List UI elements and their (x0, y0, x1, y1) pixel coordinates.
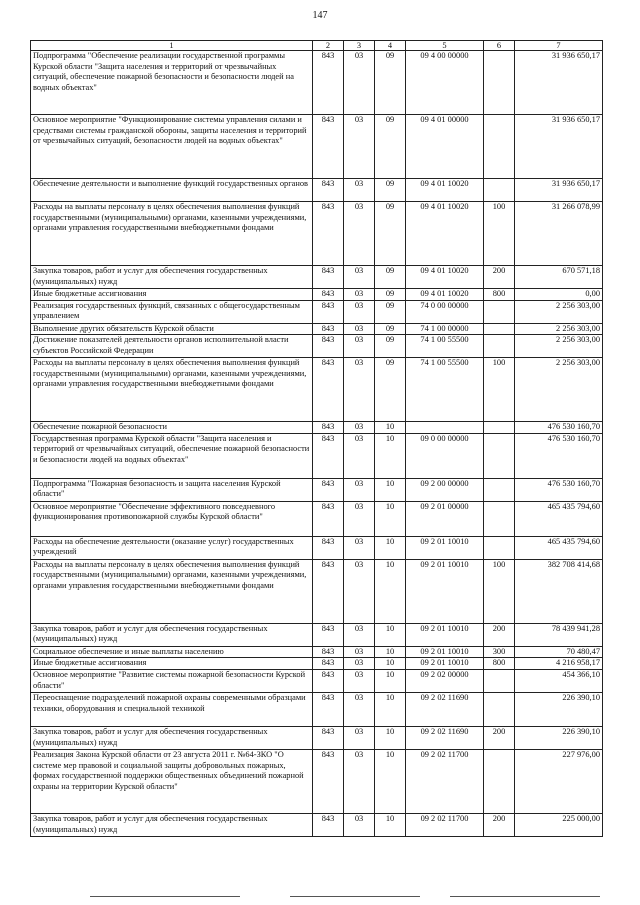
row-amount: 31 936 650,17 (515, 51, 603, 115)
row-target-article: 74 1 00 55500 (406, 335, 484, 358)
row-name: Расходы на выплаты персоналу в целях обеспечения выполнения функций государственными (муниципальными) органами, казенными учреждениями, органами управления государственными внебюджетными фондами (31, 358, 313, 422)
row-section-code: 03 (344, 289, 375, 301)
row-expense-type (484, 179, 515, 202)
row-amount: 2 256 303,00 (515, 358, 603, 422)
row-amount: 476 530 160,70 (515, 422, 603, 434)
row-amount: 476 530 160,70 (515, 433, 603, 478)
row-name: Закупка товаров, работ и услуг для обеспечения государственных (муниципальных) нужд (31, 813, 313, 836)
budget-table (30, 40, 603, 837)
row-target-article: 09 2 01 10010 (406, 623, 484, 646)
row-expense-type: 200 (484, 623, 515, 646)
row-subsection-code: 10 (375, 669, 406, 692)
row-section-code: 03 (344, 422, 375, 434)
row-subsection-code: 09 (375, 358, 406, 422)
table-row (31, 289, 603, 301)
row-target-article (406, 422, 484, 434)
row-target-article: 74 1 00 00000 (406, 323, 484, 335)
row-subsection-code: 10 (375, 559, 406, 623)
row-grbs-code: 843 (313, 501, 344, 536)
row-amount: 2 256 303,00 (515, 323, 603, 335)
row-target-article: 09 2 02 11700 (406, 813, 484, 836)
row-amount: 78 439 941,28 (515, 623, 603, 646)
row-subsection-code: 09 (375, 335, 406, 358)
row-section-code: 03 (344, 726, 375, 749)
row-section-code: 03 (344, 669, 375, 692)
row-expense-type: 200 (484, 813, 515, 836)
row-section-code: 03 (344, 559, 375, 623)
row-expense-type: 100 (484, 202, 515, 266)
row-target-article: 09 4 01 10020 (406, 266, 484, 289)
row-subsection-code: 09 (375, 300, 406, 323)
row-expense-type (484, 115, 515, 179)
row-expense-type: 100 (484, 358, 515, 422)
row-name: Закупка товаров, работ и услуг для обеспечения государственных (муниципальных) нужд (31, 623, 313, 646)
table-row (31, 358, 603, 422)
row-name: Закупка товаров, работ и услуг для обеспечения государственных (муниципальных) нужд (31, 266, 313, 289)
row-amount: 465 435 794,60 (515, 536, 603, 559)
row-target-article: 09 2 02 00000 (406, 669, 484, 692)
row-grbs-code: 843 (313, 202, 344, 266)
row-target-article: 09 0 00 00000 (406, 433, 484, 478)
row-subsection-code: 10 (375, 536, 406, 559)
row-grbs-code: 843 (313, 692, 344, 726)
row-amount: 70 480,47 (515, 646, 603, 658)
row-amount: 4 216 958,17 (515, 658, 603, 670)
column-header: 1 (31, 41, 313, 51)
row-expense-type: 100 (484, 559, 515, 623)
row-grbs-code: 843 (313, 335, 344, 358)
row-section-code: 03 (344, 115, 375, 179)
table-row (31, 300, 603, 323)
row-name: Социальное обеспечение и иные выплаты населению (31, 646, 313, 658)
row-name: Расходы на выплаты персоналу в целях обеспечения выполнения функций государственными (муниципальными) органами, казенными учреждениями, органами управления государственными внебюджетными фондами (31, 202, 313, 266)
row-grbs-code: 843 (313, 422, 344, 434)
table-row (31, 202, 603, 266)
row-subsection-code: 09 (375, 179, 406, 202)
column-header: 4 (375, 41, 406, 51)
row-subsection-code: 10 (375, 692, 406, 726)
row-amount: 382 708 414,68 (515, 559, 603, 623)
row-amount: 227 976,00 (515, 749, 603, 813)
row-target-article: 09 2 01 10010 (406, 646, 484, 658)
header-row (31, 41, 603, 51)
row-expense-type: 800 (484, 658, 515, 670)
row-expense-type (484, 669, 515, 692)
table-row (31, 726, 603, 749)
row-expense-type (484, 692, 515, 726)
row-grbs-code: 843 (313, 813, 344, 836)
row-target-article: 09 4 01 10020 (406, 289, 484, 301)
row-expense-type (484, 478, 515, 501)
row-expense-type: 200 (484, 726, 515, 749)
row-amount: 226 390,10 (515, 726, 603, 749)
row-grbs-code: 843 (313, 669, 344, 692)
row-amount: 476 530 160,70 (515, 478, 603, 501)
row-amount: 0,00 (515, 289, 603, 301)
row-target-article: 09 2 00 00000 (406, 478, 484, 501)
table-row (31, 501, 603, 536)
row-grbs-code: 843 (313, 323, 344, 335)
row-subsection-code: 10 (375, 478, 406, 501)
row-subsection-code: 10 (375, 501, 406, 536)
row-target-article: 09 4 01 10020 (406, 202, 484, 266)
row-grbs-code: 843 (313, 266, 344, 289)
row-name: Основное мероприятие "Развитие системы пожарной безопасности Курской области" (31, 669, 313, 692)
table-row (31, 266, 603, 289)
row-grbs-code: 843 (313, 115, 344, 179)
row-expense-type: 800 (484, 289, 515, 301)
row-subsection-code: 10 (375, 646, 406, 658)
table-row (31, 559, 603, 623)
table-row (31, 179, 603, 202)
row-name: Расходы на обеспечение деятельности (оказание услуг) государственных учреждений (31, 536, 313, 559)
page-number: 147 (312, 10, 328, 21)
row-target-article: 09 4 00 00000 (406, 51, 484, 115)
row-expense-type (484, 536, 515, 559)
row-subsection-code: 09 (375, 323, 406, 335)
row-section-code: 03 (344, 478, 375, 501)
table-row (31, 749, 603, 813)
row-amount: 454 366,10 (515, 669, 603, 692)
row-section-code: 03 (344, 692, 375, 726)
row-name: Обеспечение деятельности и выполнение функций государственных органов (31, 179, 313, 202)
row-expense-type (484, 422, 515, 434)
row-name: Закупка товаров, работ и услуг для обеспечения государственных (муниципальных) нужд (31, 726, 313, 749)
row-name: Подпрограмма "Пожарная безопасность и защита населения Курской области" (31, 478, 313, 501)
row-section-code: 03 (344, 658, 375, 670)
row-section-code: 03 (344, 623, 375, 646)
row-subsection-code: 09 (375, 289, 406, 301)
row-subsection-code: 10 (375, 813, 406, 836)
row-section-code: 03 (344, 300, 375, 323)
row-subsection-code: 09 (375, 51, 406, 115)
table-row (31, 646, 603, 658)
row-name: Выполнение других обязательств Курской области (31, 323, 313, 335)
row-amount: 225 000,00 (515, 813, 603, 836)
row-amount: 31 936 650,17 (515, 179, 603, 202)
table-row (31, 115, 603, 179)
row-amount: 465 435 794,60 (515, 501, 603, 536)
table-row (31, 335, 603, 358)
row-section-code: 03 (344, 646, 375, 658)
row-section-code: 03 (344, 335, 375, 358)
row-section-code: 03 (344, 323, 375, 335)
row-name: Основное мероприятие "Обеспечение эффективного повседневного функционирования противопожарной службы Курской области" (31, 501, 313, 536)
row-target-article: 09 2 02 11690 (406, 726, 484, 749)
row-target-article: 09 2 02 11690 (406, 692, 484, 726)
row-section-code: 03 (344, 179, 375, 202)
row-subsection-code: 10 (375, 433, 406, 478)
row-grbs-code: 843 (313, 536, 344, 559)
row-grbs-code: 843 (313, 623, 344, 646)
row-section-code: 03 (344, 358, 375, 422)
row-grbs-code: 843 (313, 51, 344, 115)
column-header: 2 (313, 41, 344, 51)
row-section-code: 03 (344, 51, 375, 115)
table-row (31, 323, 603, 335)
row-grbs-code: 843 (313, 433, 344, 478)
row-name: Иные бюджетные ассигнования (31, 658, 313, 670)
table-row (31, 536, 603, 559)
row-section-code: 03 (344, 501, 375, 536)
row-amount: 31 936 650,17 (515, 115, 603, 179)
table-row (31, 692, 603, 726)
column-header: 6 (484, 41, 515, 51)
row-target-article: 09 4 01 00000 (406, 115, 484, 179)
row-name: Государственная программа Курской области "Защита населения и территорий от чрезвычайных ситуаций, обеспечение пожарной безопасности и безопасности людей на водных объектах" (31, 433, 313, 478)
row-grbs-code: 843 (313, 749, 344, 813)
row-grbs-code: 843 (313, 179, 344, 202)
row-section-code: 03 (344, 266, 375, 289)
row-name: Подпрограмма "Обеспечение реализации государственной программы Курской области "Защита населения и территорий от чрезвычайных ситуаций, обеспечение пожарной безопасности и безопасности людей на водных объектах" (31, 51, 313, 115)
footer-rule (90, 896, 610, 898)
row-expense-type (484, 323, 515, 335)
row-expense-type (484, 749, 515, 813)
table-row (31, 422, 603, 434)
row-section-code: 03 (344, 749, 375, 813)
row-subsection-code: 10 (375, 422, 406, 434)
table-row (31, 51, 603, 115)
row-section-code: 03 (344, 433, 375, 478)
row-target-article: 09 2 01 10010 (406, 658, 484, 670)
row-expense-type: 300 (484, 646, 515, 658)
row-amount: 670 571,18 (515, 266, 603, 289)
row-subsection-code: 09 (375, 202, 406, 266)
row-name: Расходы на выплаты персоналу в целях обеспечения выполнения функций государственными (муниципальными) органами, казенными учреждениями, органами управления государственными внебюджетными фондами (31, 559, 313, 623)
row-target-article: 74 0 00 00000 (406, 300, 484, 323)
row-grbs-code: 843 (313, 289, 344, 301)
row-name: Реализация Закона Курской области от 23 августа 2011 г. №64-ЗКО "О системе мер правовой и социальной защиты добровольных пожарных, формах государственной поддержки общественных объединений пожарной охраны на территории Курской области" (31, 749, 313, 813)
row-subsection-code: 10 (375, 623, 406, 646)
row-grbs-code: 843 (313, 658, 344, 670)
row-target-article: 09 2 02 11700 (406, 749, 484, 813)
row-grbs-code: 843 (313, 646, 344, 658)
row-name: Иные бюджетные ассигнования (31, 289, 313, 301)
row-grbs-code: 843 (313, 478, 344, 501)
row-target-article: 09 4 01 10020 (406, 179, 484, 202)
row-target-article: 74 1 00 55500 (406, 358, 484, 422)
row-amount: 226 390,10 (515, 692, 603, 726)
row-section-code: 03 (344, 536, 375, 559)
table-row (31, 623, 603, 646)
row-subsection-code: 09 (375, 266, 406, 289)
row-section-code: 03 (344, 202, 375, 266)
row-subsection-code: 09 (375, 115, 406, 179)
table-row (31, 478, 603, 501)
row-amount: 31 266 078,99 (515, 202, 603, 266)
row-subsection-code: 10 (375, 658, 406, 670)
row-name: Обеспечение пожарной безопасности (31, 422, 313, 434)
column-header: 5 (406, 41, 484, 51)
row-name: Основное мероприятие "Функционирование системы управления силами и средствами системы гражданской обороны, защиты населения и территорий от чрезвычайных ситуаций, безопасности людей на водных объектах" (31, 115, 313, 179)
row-name: Реализация государственных функций, связанных с общегосударственным управлением (31, 300, 313, 323)
row-expense-type (484, 51, 515, 115)
row-target-article: 09 2 01 00000 (406, 501, 484, 536)
table-row (31, 658, 603, 670)
table-row (31, 433, 603, 478)
row-name: Достижение показателей деятельности органов исполнительной власти субъектов Российской Федерации (31, 335, 313, 358)
row-grbs-code: 843 (313, 559, 344, 623)
row-expense-type (484, 335, 515, 358)
row-section-code: 03 (344, 813, 375, 836)
row-expense-type (484, 300, 515, 323)
table-row (31, 813, 603, 836)
row-expense-type (484, 501, 515, 536)
row-expense-type: 200 (484, 266, 515, 289)
table-row (31, 669, 603, 692)
row-expense-type (484, 433, 515, 478)
row-amount: 2 256 303,00 (515, 300, 603, 323)
row-target-article: 09 2 01 10010 (406, 536, 484, 559)
column-header: 3 (344, 41, 375, 51)
row-amount: 2 256 303,00 (515, 335, 603, 358)
row-grbs-code: 843 (313, 726, 344, 749)
row-subsection-code: 10 (375, 749, 406, 813)
row-target-article: 09 2 01 10010 (406, 559, 484, 623)
row-grbs-code: 843 (313, 358, 344, 422)
row-grbs-code: 843 (313, 300, 344, 323)
column-header: 7 (515, 41, 603, 51)
row-subsection-code: 10 (375, 726, 406, 749)
row-name: Переоснащение подразделений пожарной охраны современными образцами техники, оборудования и специальной техникой (31, 692, 313, 726)
